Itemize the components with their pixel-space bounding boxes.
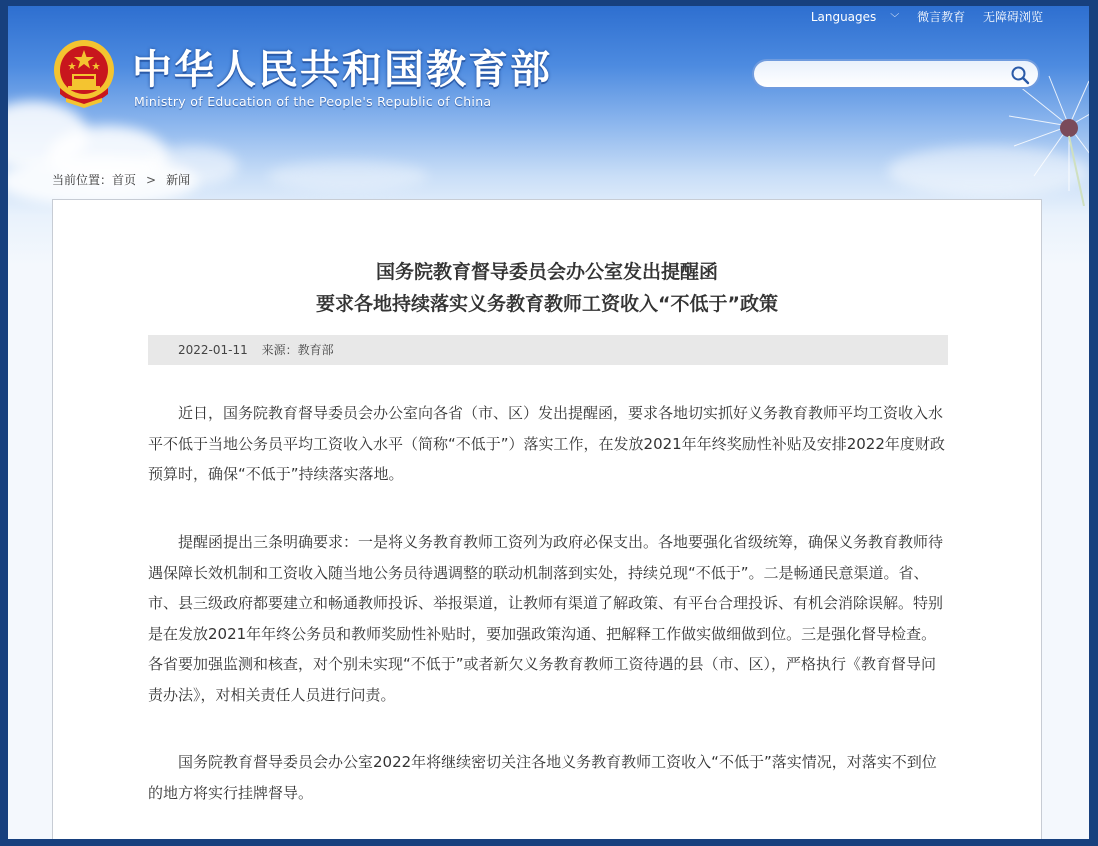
accessible-link[interactable]: 无障碍浏览 [982, 10, 1043, 24]
article-paragraph: 国务院教育督导委员会办公室2022年将继续密切关注各地义务教育教师工资收入“不低于”落实情况，对落实不到位的地方将实行挂牌督导。 [148, 753, 937, 802]
search-input[interactable] [766, 65, 1010, 87]
national-emblem-icon [52, 38, 116, 108]
breadcrumb-current[interactable]: 新闻 [166, 173, 191, 187]
search-icon[interactable] [1010, 65, 1030, 85]
article-source: 来源：教育部 [261, 343, 334, 357]
languages-label: Languages [810, 10, 877, 24]
breadcrumb-prefix: 当前位置： [52, 173, 113, 187]
article-date: 2022-01-11 [178, 343, 248, 357]
site-title[interactable]: 中华人民共和国教育部 [132, 47, 552, 93]
breadcrumb-separator: > [146, 173, 157, 187]
chevron-down-icon: ﹀ [890, 14, 900, 24]
article-title-line2: 要求各地持续落实义务教育教师工资收入“不低于”政策 [316, 293, 778, 315]
breadcrumb-home[interactable]: 首页 [112, 173, 137, 187]
top-links [783, 8, 1043, 25]
article-paragraph: 提醒函提出三条明确要求：一是将义务教育教师工资列为政府必保支出。各地要强化省级统筹，确保义务教育教师待遇保障长效机制和工资收入随当地公务员待遇调整的联动机制落到实处，持续兑现“不低于”。二是畅通民意渠道。省、市、县三级政府都要建立和畅通教师投诉、举报渠道，让教师有渠道了解政策、有平台合理投诉、有机会消除误解。特别是在发放2021年年终公务员和教师奖励性补贴时，要加强政策沟通、把解释工作做实做细做到位。三是强化督导检查。各省要加强监测和核查，对个别未实现“不低于”或者新欠义务教育教师工资待遇的县（市、区），严格执行《教育督导问责办法》，对相关责任人员进行问责。 [148, 533, 944, 704]
cloud-decoration [268, 161, 428, 191]
breadcrumb [52, 171, 190, 188]
weiyan-link[interactable]: 微言教育 [917, 10, 966, 24]
article-meta [148, 335, 948, 365]
article-title-line1: 国务院教育督导委员会办公室发出提醒函 [375, 261, 718, 283]
site-subtitle: Ministry of Education of the People's Republic of China [134, 94, 492, 109]
page-frame [8, 6, 1089, 839]
article-card [52, 199, 1042, 839]
article-paragraph: 近日，国务院教育督导委员会办公室向各省（市、区）发出提醒函，要求各地切实抓好义务教育教师平均工资收入水平不低于当地公务员平均工资收入水平（简称“不低于”）落实工作，在发放2021年年终奖励性补贴及安排2022年度财政预算时，确保“不低于”持续落实落地。 [148, 404, 945, 483]
search-box [752, 59, 1040, 89]
languages-link[interactable] [797, 10, 900, 24]
